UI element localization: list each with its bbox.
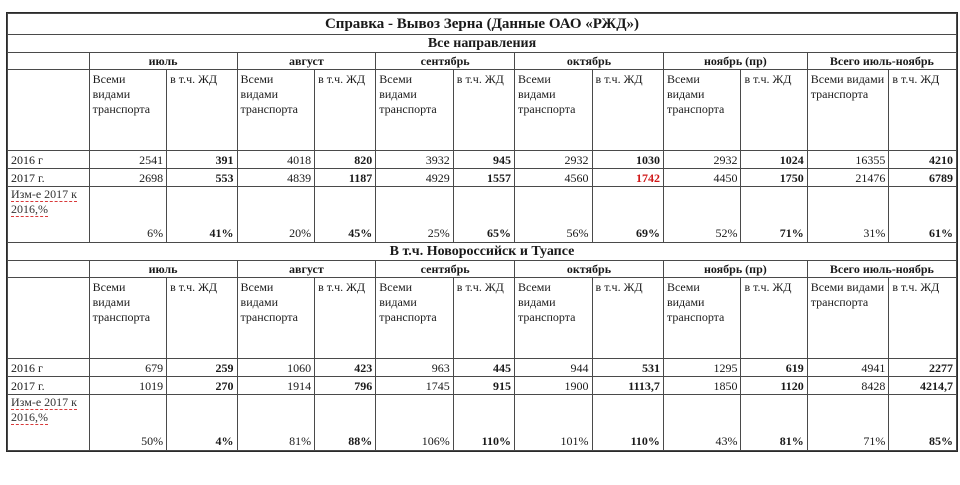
row-label-change [8, 395, 90, 451]
percent-cell: 81% [237, 395, 315, 451]
change-label-text: Изм-е 2017 к 2016,% [11, 395, 77, 424]
report-table [6, 12, 958, 452]
percent-cell: 88% [315, 395, 376, 451]
percent-cell: 31% [807, 187, 889, 243]
value-cell: 531 [592, 359, 663, 377]
value-cell: 1295 [663, 359, 741, 377]
percent-cell: 43% [663, 395, 741, 451]
month-header: сентябрь [376, 53, 515, 70]
subheader-rail: в т.ч. ЖД [315, 70, 376, 151]
value-cell: 1900 [515, 377, 593, 395]
value-cell: 4018 [237, 151, 315, 169]
value-cell: 4214,7 [889, 377, 957, 395]
month-header: ноябрь (пр) [663, 53, 807, 70]
value-cell: 21476 [807, 169, 889, 187]
value-cell: 4560 [515, 169, 593, 187]
row-label: 2016 г [8, 151, 90, 169]
subheader-all-transport: Всеми видами транспорта [376, 278, 454, 359]
grain-export-table [7, 13, 957, 451]
value-cell: 944 [515, 359, 593, 377]
percent-cell: 110% [453, 395, 514, 451]
row-2017 [8, 169, 957, 187]
blank-corner-cell [8, 53, 90, 70]
percent-cell: 71% [807, 395, 889, 451]
report-title: Справка - Вывоз Зерна (Данные ОАО «РЖД») [8, 14, 957, 35]
subheader-all-transport: Всеми видами транспорта [515, 278, 593, 359]
percent-cell: 6% [89, 187, 167, 243]
row-2017 [8, 377, 957, 395]
value-cell: 445 [453, 359, 514, 377]
subheader-rail: в т.ч. ЖД [889, 278, 957, 359]
value-cell: 1113,7 [592, 377, 663, 395]
subheader-rail: в т.ч. ЖД [453, 278, 514, 359]
value-cell: 2932 [515, 151, 593, 169]
value-cell: 2541 [89, 151, 167, 169]
month-header: август [237, 261, 376, 278]
value-cell: 16355 [807, 151, 889, 169]
month-header: октябрь [515, 53, 664, 70]
value-cell: 4839 [237, 169, 315, 187]
subheader-rail: в т.ч. ЖД [741, 70, 807, 151]
subheader-all-transport: Всеми видами транспорта [663, 70, 741, 151]
value-cell: 619 [741, 359, 807, 377]
section-heading: Все направления [8, 35, 957, 53]
change-label-text: Изм-е 2017 к 2016,% [11, 187, 77, 216]
row-2016 [8, 151, 957, 169]
percent-cell: 56% [515, 187, 593, 243]
value-cell: 1120 [741, 377, 807, 395]
value-cell: 2932 [663, 151, 741, 169]
value-cell: 1745 [376, 377, 454, 395]
subheader-all-transport: Всеми видами транспорта [376, 70, 454, 151]
value-cell: 8428 [807, 377, 889, 395]
percent-cell: 4% [167, 395, 237, 451]
value-cell: 423 [315, 359, 376, 377]
month-header: Всего июль-ноябрь [807, 53, 956, 70]
percent-cell: 71% [741, 187, 807, 243]
value-cell: 2698 [89, 169, 167, 187]
row-change [8, 187, 957, 243]
value-cell: 553 [167, 169, 237, 187]
month-header: октябрь [515, 261, 664, 278]
subheader-rail: в т.ч. ЖД [315, 278, 376, 359]
row-label-change [8, 187, 90, 243]
blank-label-cell [8, 70, 90, 151]
value-cell: 2277 [889, 359, 957, 377]
percent-cell: 52% [663, 187, 741, 243]
subheader-all-transport: Всеми видами транспорта [663, 278, 741, 359]
value-cell: 679 [89, 359, 167, 377]
subheader-rail: в т.ч. ЖД [592, 278, 663, 359]
subheader-all-transport: Всеми видами транспорта [515, 70, 593, 151]
percent-cell: 65% [453, 187, 514, 243]
value-cell: 945 [453, 151, 514, 169]
blank-label-cell [8, 278, 90, 359]
month-header: июль [89, 261, 237, 278]
subheader-rail: в т.ч. ЖД [167, 278, 237, 359]
value-cell: 1187 [315, 169, 376, 187]
row-label: 2016 г [8, 359, 90, 377]
subheader-all-transport: Всеми видами транспорта [237, 70, 315, 151]
subheader-rail: в т.ч. ЖД [167, 70, 237, 151]
month-header: август [237, 53, 376, 70]
value-cell: 4210 [889, 151, 957, 169]
value-cell: 6789 [889, 169, 957, 187]
value-cell: 1750 [741, 169, 807, 187]
value-cell: 391 [167, 151, 237, 169]
row-2016 [8, 359, 957, 377]
row-change [8, 395, 957, 451]
value-cell: 1850 [663, 377, 741, 395]
month-header: ноябрь (пр) [663, 261, 807, 278]
section-heading: В т.ч. Новороссийск и Туапсе [8, 243, 957, 261]
value-cell: 4450 [663, 169, 741, 187]
value-cell: 1914 [237, 377, 315, 395]
percent-cell: 61% [889, 187, 957, 243]
subheader-all-transport: Всеми видами транспорта [89, 278, 167, 359]
value-cell: 4929 [376, 169, 454, 187]
value-cell: 796 [315, 377, 376, 395]
blank-corner-cell [8, 261, 90, 278]
subheader-all-transport: Всеми видами транспорта [807, 70, 889, 151]
percent-cell: 101% [515, 395, 593, 451]
percent-cell: 25% [376, 187, 454, 243]
percent-cell: 81% [741, 395, 807, 451]
value-cell: 1060 [237, 359, 315, 377]
value-cell: 270 [167, 377, 237, 395]
row-label: 2017 г. [8, 169, 90, 187]
value-cell: 259 [167, 359, 237, 377]
subheader-rail: в т.ч. ЖД [592, 70, 663, 151]
percent-cell: 69% [592, 187, 663, 243]
subheader-rail: в т.ч. ЖД [453, 70, 514, 151]
subheader-all-transport: Всеми видами транспорта [237, 278, 315, 359]
percent-cell: 106% [376, 395, 454, 451]
percent-cell: 41% [167, 187, 237, 243]
month-header: июль [89, 53, 237, 70]
month-header: Всего июль-ноябрь [807, 261, 956, 278]
value-cell: 3932 [376, 151, 454, 169]
percent-cell: 45% [315, 187, 376, 243]
subheader-rail: в т.ч. ЖД [741, 278, 807, 359]
subheader-all-transport: Всеми видами транспорта [89, 70, 167, 151]
row-label: 2017 г. [8, 377, 90, 395]
subheader-rail: в т.ч. ЖД [889, 70, 957, 151]
value-cell: 1024 [741, 151, 807, 169]
percent-cell: 50% [89, 395, 167, 451]
percent-cell: 110% [592, 395, 663, 451]
subheader-all-transport: Всеми видами транспорта [807, 278, 889, 359]
value-cell: 963 [376, 359, 454, 377]
value-cell: 820 [315, 151, 376, 169]
value-cell: 915 [453, 377, 514, 395]
value-cell: 1030 [592, 151, 663, 169]
value-cell: 1742 [592, 169, 663, 187]
value-cell: 1557 [453, 169, 514, 187]
percent-cell: 85% [889, 395, 957, 451]
month-header: сентябрь [376, 261, 515, 278]
percent-cell: 20% [237, 187, 315, 243]
value-cell: 1019 [89, 377, 167, 395]
value-cell: 4941 [807, 359, 889, 377]
